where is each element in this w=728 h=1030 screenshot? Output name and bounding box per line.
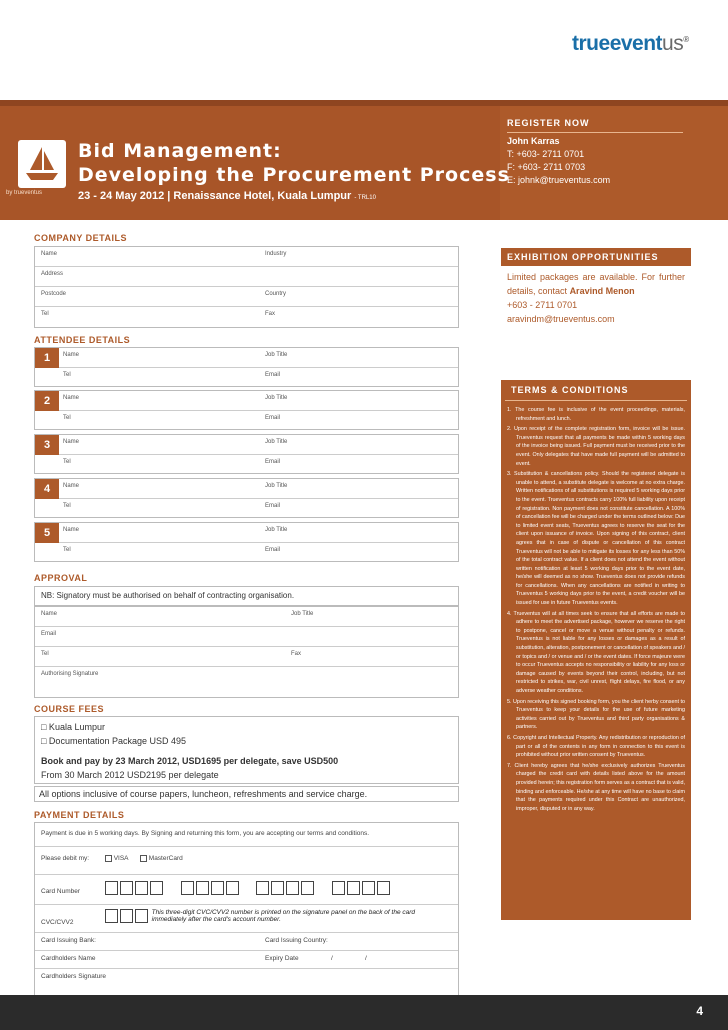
attendee-tel-label: Tel: [63, 459, 71, 465]
event-title-line1: Bid Management:: [78, 140, 282, 162]
attendee-email-label: Email: [265, 503, 281, 509]
fee-standard: From 30 March 2012 USD2195 per delegate: [41, 770, 219, 780]
card-number-group-1[interactable]: [105, 885, 165, 892]
terms-panel: [501, 380, 691, 920]
logo-true: true: [572, 32, 610, 55]
register-divider: [507, 132, 683, 133]
payment-method-row: [35, 847, 458, 875]
register-now-heading: REGISTER NOW: [507, 118, 590, 128]
card-number-row[interactable]: [35, 875, 458, 905]
register-now-panel: [501, 112, 689, 204]
exhibition-phone: +603 - 2711 0701: [507, 300, 578, 310]
company-row-address[interactable]: [35, 267, 458, 287]
attendee-name-label: Name: [63, 352, 80, 358]
attendee-name-label: Name: [63, 483, 80, 489]
attendee-block-2: [34, 390, 459, 430]
attendee-tel-label: Tel: [63, 372, 71, 378]
terms-item-6: 6. Copyright and Intellectual Property. Any redistribution or reproduction of part or all of the contents in any form in connection to this event is prohibited without prior written consent by Trueventus.: [507, 734, 685, 759]
attendee-job-label: Job Title: [265, 395, 288, 401]
trueventus-logo: [572, 32, 689, 56]
attendee-row-tel[interactable]: [59, 543, 458, 563]
attendee-tel-label: Tel: [63, 547, 71, 553]
attendee-name-label: Name: [63, 439, 80, 445]
company-row-tel[interactable]: [35, 307, 458, 327]
company-details-heading: COMPANY DETAILS: [34, 233, 128, 243]
attendee-number: 2: [35, 391, 59, 411]
attendee-job-label: Job Title: [265, 352, 288, 358]
register-email[interactable]: E: johnk@trueventus.com: [507, 175, 611, 185]
card-issuing-bank-label: Card Issuing Bank:: [41, 937, 96, 944]
terms-item-1: 1. The course fee is inclusive of the event proceedings, materials, refreshment and lunch.: [507, 407, 685, 422]
attendee-number: 1: [35, 348, 59, 368]
cardholder-signature-label: Cardholders Signature: [41, 973, 107, 980]
attendee-row-name[interactable]: [59, 348, 458, 368]
event-date-venue: 23 - 24 May 2012 | Renaissance Hotel, Kuala Lumpur: [78, 190, 352, 202]
payment-details-heading: PAYMENT DETAILS: [34, 810, 125, 820]
exhibition-panel: [501, 248, 691, 328]
page-number: 4: [696, 1004, 703, 1018]
company-row-postcode[interactable]: [35, 287, 458, 307]
approval-name-label: Name: [41, 611, 58, 617]
exhibition-body: [501, 266, 691, 330]
cvc-boxes[interactable]: [105, 913, 150, 920]
approval-row-tel[interactable]: [35, 647, 458, 667]
exhibition-email[interactable]: aravindm@trueventus.com: [507, 314, 615, 324]
attendee-number: 3: [35, 435, 59, 455]
payment-form: [34, 822, 459, 996]
cardholder-signature-row[interactable]: [35, 969, 458, 995]
approval-form: [34, 606, 459, 698]
attendee-name-label: Name: [63, 395, 80, 401]
attendee-email-label: Email: [265, 415, 281, 421]
footer-bar: [0, 995, 728, 1030]
approval-fax-label: Fax: [291, 651, 302, 657]
course-fees-heading: COURSE FEES: [34, 704, 105, 714]
approval-note: NB: Signatory must be authorised on behalf of contracting organisation.: [34, 586, 459, 606]
company-fax-label: Fax: [265, 311, 276, 317]
attendee-row-tel[interactable]: [59, 455, 458, 475]
card-issuing-row[interactable]: [35, 933, 458, 951]
fee-early-bird: Book and pay by 23 March 2012, USD1695 per delegate, save USD500: [41, 756, 339, 766]
company-row-name[interactable]: [35, 247, 458, 267]
attendee-email-label: Email: [265, 459, 281, 465]
attendee-row-name[interactable]: [59, 479, 458, 499]
attendee-name-label: Name: [63, 527, 80, 533]
event-ref: - TRL10: [354, 195, 376, 201]
exhibition-heading: EXHIBITION OPPORTUNITIES: [501, 248, 691, 266]
attendee-row-tel[interactable]: [59, 368, 458, 388]
attendee-row-name[interactable]: [59, 435, 458, 455]
attendee-email-label: Email: [265, 547, 281, 553]
fee-option-documentation[interactable]: □ Documentation Package USD 495: [41, 736, 187, 746]
attendee-row-name[interactable]: [59, 523, 458, 543]
attendee-row-name[interactable]: [59, 391, 458, 411]
terms-item-2: 2. Upon receipt of the complete registration form, invoice will be issue. Trueventus request that all payments be made within 5 working days of the invoice being issued. Full payment must be received prior to the event. Only delegates that have made full payment will be admitted to event.: [507, 426, 685, 467]
company-address-label: Address: [41, 271, 64, 277]
mastercard-checkbox[interactable]: [140, 855, 147, 862]
company-name-label: Name: [41, 251, 58, 257]
attendee-block-3: [34, 434, 459, 474]
card-issuing-country-label: Card Issuing Country:: [265, 937, 328, 944]
expiry-slash-1: /: [331, 955, 333, 962]
exhibition-contact: Aravind Menon: [569, 286, 635, 296]
company-postcode-label: Postcode: [41, 291, 67, 297]
expiry-slash-2: /: [365, 955, 367, 962]
attendee-number: 5: [35, 523, 59, 543]
attendee-row-tel[interactable]: [59, 411, 458, 431]
approval-email-label: Email: [41, 631, 57, 637]
card-number-label: Card Number: [41, 887, 81, 895]
banner-strip: [0, 100, 728, 106]
attendee-job-label: Job Title: [265, 439, 288, 445]
approval-signature-label: Authorising Signature: [41, 671, 99, 677]
attendee-block-1: [34, 347, 459, 387]
attendee-tel-label: Tel: [63, 415, 71, 421]
company-industry-label: Industry: [265, 251, 287, 257]
attendee-details-heading: ATTENDEE DETAILS: [34, 335, 131, 345]
card-number-group-2[interactable]: [181, 885, 241, 892]
approval-tel-label: Tel: [41, 651, 49, 657]
terms-item-7: 7. Client hereby agrees that he/she exclusively authorizes Trueventus charged the credit card with details listed above for the amount provided herein; this registration form serves as a contract that is valid, binding and enforceable. He/she at any time will have no base to claim that the payments required under this Contract are unauthorized, improper, disputed or in any way.: [507, 762, 685, 812]
register-tel: T: +603- 2711 0701: [507, 149, 585, 159]
fee-option-kuala-lumpur[interactable]: □ Kuala Lumpur: [41, 722, 105, 732]
mastercard-label: MasterCard: [148, 855, 183, 863]
cvc-row[interactable]: [35, 905, 458, 933]
approval-row-signature[interactable]: [35, 667, 458, 697]
logo-tm: ®: [683, 35, 689, 44]
attendee-tel-label: Tel: [63, 503, 71, 509]
attendee-job-label: Job Title: [265, 527, 288, 533]
attendee-number: 4: [35, 479, 59, 499]
course-fees-note: All options inclusive of course papers, luncheon, refreshments and service charge.: [34, 786, 459, 802]
attendee-block-4: [34, 478, 459, 518]
cardholder-row[interactable]: [35, 951, 458, 969]
terms-item-4: 4. Trueventus will at all times seek to ensure that all efforts are made to adhere to meet the advertised package, however we reserve the right to postpone, cancel or move a venue without penalty or refunds. Trueventus is not liable for any losses or damages as a result of substitution, alteration, postponement or cancellation of speakers and / or topics and / or venue and / or the event dates. If force majeure were to occur Trueventus accepts no responsibility or liability for any loss or damage caused by events beyond their control, including, but not restricted to strikes, war, civil unrest, flight delays, fire flood, or any adverse weather conditions.: [507, 610, 685, 694]
logo-event: event: [609, 32, 663, 55]
attendee-row-tel[interactable]: [59, 499, 458, 519]
terms-item-5: 5. Upon receiving this signed booking form, you the client herby consent to Trueventus to keep your details for the use of future marketing activities carried out by Trueventus and third party organisations & partners.: [507, 698, 685, 731]
card-number-group-3[interactable]: [256, 885, 316, 892]
debit-label: Please debit my:: [41, 855, 90, 863]
attendee-email-label: Email: [265, 372, 281, 378]
event-title-line2: Developing the Procurement Process: [78, 164, 510, 186]
company-tel-label: Tel: [41, 311, 49, 317]
attendee-block-5: [34, 522, 459, 562]
cvc-note: This three-digit CVC/CVV2 number is printed on the signature panel on the back of the card immediately after the card's account number.: [151, 909, 416, 923]
approval-row-name[interactable]: [35, 607, 458, 627]
visa-checkbox[interactable]: [105, 855, 112, 862]
course-fees-box: [34, 716, 459, 784]
register-contact-name: John Karras: [507, 136, 560, 146]
event-subtitle: [78, 190, 376, 202]
register-fax: F: +603- 2711 0703: [507, 162, 586, 172]
attendee-job-label: Job Title: [265, 483, 288, 489]
sailboat-icon: [18, 140, 66, 188]
terms-item-3: 3. Substitution & cancellations policy. Should the registered delegate is unable to attend, a substitute delegate is welcome at no extra charge. Written notifications of all substitutions is required 5 working days prior to the event. Trueventus contracts carry 100% full liability upon receipt of registration. Non payment does not constitute cancellation. A 100% of cancellation fee will be charged under the terms outlined below: Due to limited event seats, Trueventus agrees to reserve the seat for the client upon issuance of invoice. Upon signing of this contract, client agrees that in case of dispute or cancellation of this contract Trueventus will not be able to mitigate its losses for any less than 50% of the total contract value. If a client does not attend the event without written notification at least 5 working days prior to the event date, he/she will deemed as no show. Trueventus does not provide refunds for cancellations. When any cancellations are notified in writing to Trueventus 5 working days prior to the event, a credit voucher will be issued for use in future Trueventus events.: [507, 471, 686, 607]
logo-us: us: [662, 32, 684, 55]
card-number-group-4[interactable]: [332, 885, 392, 892]
company-country-label: Country: [265, 291, 287, 297]
cvc-label: CVC/CVV2: [41, 919, 74, 926]
visa-label: VISA: [113, 855, 129, 863]
approval-job-label: Job Title: [291, 611, 314, 617]
exhibition-text: Limited packages are available. For further details, contact: [507, 272, 685, 296]
terms-heading: TERMS & CONDITIONS: [505, 380, 687, 401]
cardholder-name-label: Cardholders Name: [41, 955, 96, 962]
terms-list: [501, 401, 691, 813]
expiry-label: Expiry Date: [265, 955, 299, 962]
approval-heading: APPROVAL: [34, 573, 88, 583]
approval-row-email[interactable]: [35, 627, 458, 647]
payment-intro: Payment is due in 5 working days. By Signing and returning this form, you are accepting our terms and conditions.: [35, 823, 458, 847]
company-details-form: [34, 246, 459, 328]
by-trueventus-label: by trueventus: [6, 190, 43, 196]
